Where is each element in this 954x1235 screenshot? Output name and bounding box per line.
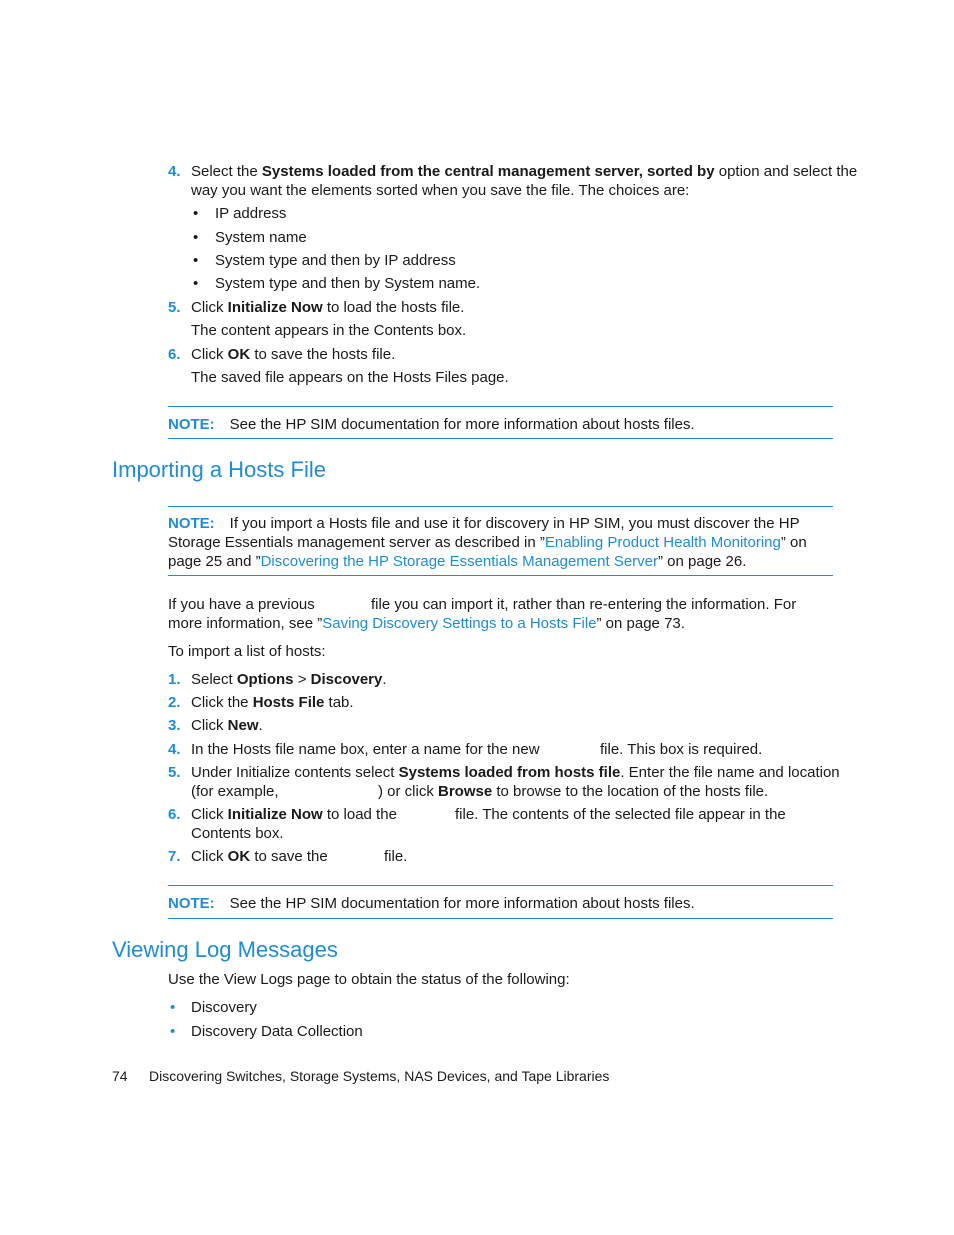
- step-text: Select the Systems loaded from the central management server, sorted by option and select the: [191, 163, 858, 180]
- note-rule-bottom: [168, 438, 833, 439]
- step-result: The content appears in the Contents box.: [191, 322, 467, 339]
- note: NOTE: See the HP SIM documentation for more information about hosts files.: [168, 416, 695, 433]
- step-text-continued: way you want the elements sorted when you save the file. The choices are:: [191, 182, 690, 199]
- note-rule-bottom: [168, 575, 833, 576]
- step-number: 4.: [168, 163, 181, 180]
- note-line: Storage Essentials management server as described in ”Enabling Product Health Monitoring” on: [168, 534, 807, 551]
- note-line: page 25 and ”Discovering the HP Storage Essentials Management Server” on page 26.: [168, 553, 747, 570]
- note-rule-bottom: [168, 918, 833, 919]
- list-item: System type and then by System name.: [215, 275, 481, 292]
- list-item: IP address: [215, 205, 287, 222]
- step-text: Click OK to save the hosts file.: [191, 346, 396, 363]
- step-number: 6.: [168, 806, 181, 823]
- step-result: The saved file appears on the Hosts Files page.: [191, 369, 509, 386]
- bullet: •: [193, 205, 199, 222]
- bullet: •: [170, 999, 176, 1016]
- step-text-continued: file.: [384, 848, 408, 865]
- note-label: NOTE:: [168, 895, 215, 912]
- footer-title: Discovering Switches, Storage Systems, NAS Devices, and Tape Libraries: [149, 1068, 610, 1084]
- step-number: 4.: [168, 741, 181, 758]
- list-item: Discovery Data Collection: [191, 1023, 363, 1040]
- step-number: 1.: [168, 671, 181, 688]
- step-number: 2.: [168, 694, 181, 711]
- step-text: Click Initialize Now to load the hosts file.: [191, 299, 465, 316]
- step-text-continued: file. This box is required.: [600, 741, 763, 758]
- step-text: Under Initialize contents select Systems loaded from hosts file. Enter the file name and location: [191, 764, 840, 781]
- link-enabling-product-health[interactable]: Enabling Product Health Monitoring: [544, 534, 781, 551]
- section-heading-importing: Importing a Hosts File: [112, 457, 326, 482]
- step-number: 5.: [168, 764, 181, 781]
- link-saving-discovery-settings[interactable]: Saving Discovery Settings to a Hosts File: [322, 615, 597, 632]
- paragraph-continued: file you can import it, rather than re-entering the information. For: [371, 596, 797, 613]
- step-number: 3.: [168, 717, 181, 734]
- note-rule-top: [168, 506, 833, 507]
- note: NOTE: See the HP SIM documentation for more information about hosts files.: [168, 895, 695, 912]
- note-rule-top: [168, 885, 833, 886]
- bullet: •: [193, 252, 199, 269]
- page-number: 74: [112, 1068, 128, 1084]
- list-item: System name: [215, 229, 307, 246]
- section-heading-viewing-logs: Viewing Log Messages: [112, 937, 338, 962]
- step-text-line2-continued: ) or click Browse to browse to the location of the hosts file.: [378, 783, 769, 800]
- step-text: Click Initialize Now to load the: [191, 806, 397, 823]
- step-text: Click New.: [191, 717, 263, 734]
- step-text: Select Options > Discovery.: [191, 671, 387, 688]
- paragraph: Use the View Logs page to obtain the status of the following:: [168, 971, 570, 988]
- step-text: Click OK to save the: [191, 848, 328, 865]
- step-text-continued: file. The contents of the selected file appear in the: [455, 806, 786, 823]
- link-discovering-management-server[interactable]: Discovering the HP Storage Essentials Management Server: [260, 553, 658, 570]
- step-number: 7.: [168, 848, 181, 865]
- note-label: NOTE:: [168, 416, 215, 433]
- note: NOTE: If you import a Hosts file and use it for discovery in HP SIM, you must discover the HP: [168, 515, 800, 532]
- list-item: System type and then by IP address: [215, 252, 456, 269]
- bullet: •: [193, 275, 199, 292]
- step-number: 5.: [168, 299, 181, 316]
- list-item: Discovery: [191, 999, 257, 1016]
- step-text-line2: (for example,: [191, 783, 279, 800]
- step-text: In the Hosts file name box, enter a name for the new: [191, 741, 540, 758]
- bullet: •: [193, 229, 199, 246]
- step-text: Click the Hosts File tab.: [191, 694, 354, 711]
- note-rule-top: [168, 406, 833, 407]
- step-text-line2: Contents box.: [191, 825, 284, 842]
- paragraph: If you have a previous: [168, 596, 315, 613]
- paragraph: To import a list of hosts:: [168, 643, 326, 660]
- note-label: NOTE:: [168, 515, 215, 532]
- bullet: •: [170, 1023, 176, 1040]
- step-number: 6.: [168, 346, 181, 363]
- paragraph-line: more information, see ”Saving Discovery Settings to a Hosts File” on page 73.: [168, 615, 685, 632]
